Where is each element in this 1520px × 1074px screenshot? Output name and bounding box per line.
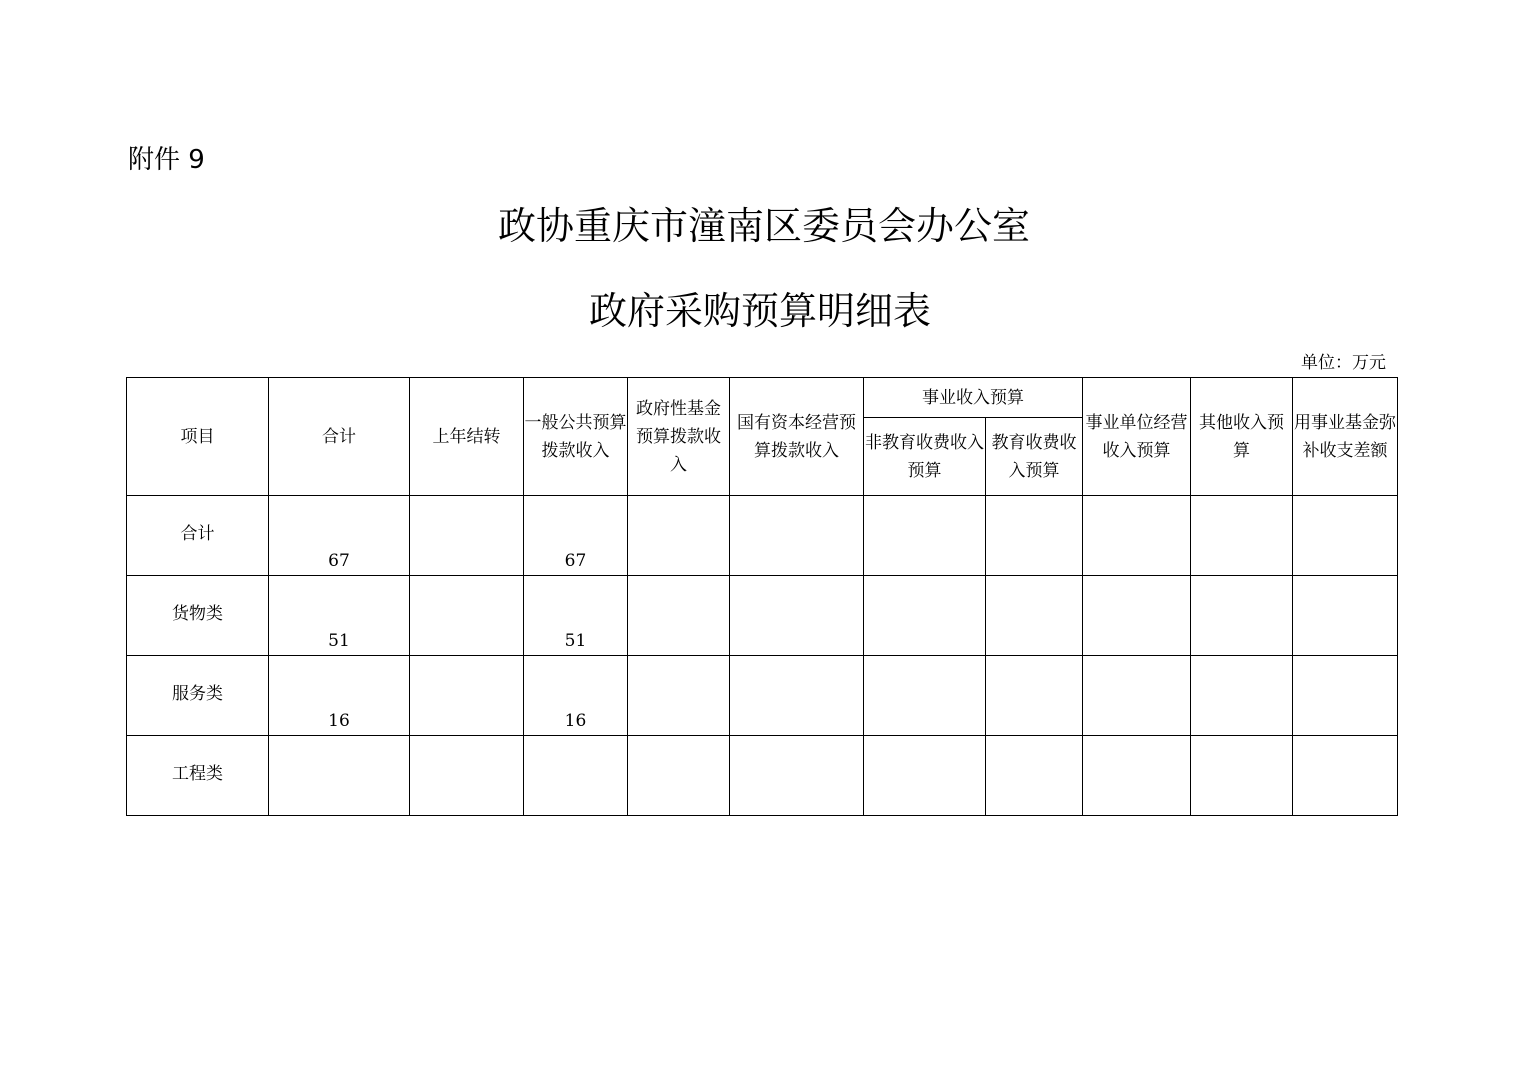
empty-cell bbox=[1083, 496, 1191, 576]
row-label-cell bbox=[127, 656, 269, 736]
empty-cell bbox=[986, 736, 1083, 816]
header-general-public: 一般公共预算拨款收入 bbox=[524, 378, 628, 496]
general-public-cell bbox=[524, 656, 628, 736]
empty-cell bbox=[1293, 656, 1398, 736]
row-label: 货物类 bbox=[172, 604, 223, 624]
header-operating-income: 事业单位经营收入预算 bbox=[1083, 378, 1191, 496]
carryover-value bbox=[410, 736, 523, 787]
empty-cell bbox=[1293, 736, 1398, 816]
total-cell bbox=[269, 656, 410, 736]
budget-table bbox=[126, 377, 1398, 816]
empty-cell bbox=[986, 496, 1083, 576]
header-gov-fund: 政府性基金预算拨款收入 bbox=[628, 378, 730, 496]
total-cell bbox=[269, 736, 410, 816]
header-fund-gap: 用事业基金弥补收支差额 bbox=[1293, 378, 1398, 496]
table-row bbox=[127, 576, 1398, 656]
general-public-value: 16 bbox=[564, 711, 587, 731]
empty-cell bbox=[1191, 576, 1293, 656]
table-row bbox=[127, 496, 1398, 576]
general-public-value: 67 bbox=[564, 551, 587, 571]
header-item: 项目 bbox=[127, 378, 269, 496]
total-cell bbox=[269, 576, 410, 656]
empty-cell bbox=[628, 496, 730, 576]
empty-cell bbox=[730, 576, 864, 656]
carryover-cell bbox=[410, 496, 524, 576]
header-total: 合计 bbox=[269, 378, 410, 496]
header-carryover: 上年结转 bbox=[410, 378, 524, 496]
header-state-capital: 国有资本经营预算拨款收入 bbox=[730, 378, 864, 496]
empty-cell bbox=[628, 736, 730, 816]
empty-cell bbox=[986, 656, 1083, 736]
row-label-cell bbox=[127, 736, 269, 816]
attachment-label: 附件 9 bbox=[128, 145, 205, 175]
header-business-income: 事业收入预算 bbox=[864, 378, 1083, 418]
carryover-cell bbox=[410, 656, 524, 736]
carryover-value bbox=[410, 496, 523, 547]
empty-cell bbox=[730, 656, 864, 736]
empty-cell bbox=[1083, 736, 1191, 816]
total-value: 16 bbox=[328, 711, 350, 731]
row-label: 工程类 bbox=[172, 764, 223, 784]
empty-cell bbox=[1293, 576, 1398, 656]
header-other-income: 其他收入预算 bbox=[1191, 378, 1293, 496]
total-value bbox=[269, 736, 409, 787]
empty-cell bbox=[864, 576, 986, 656]
empty-cell bbox=[1191, 656, 1293, 736]
header-edu-fee: 教育收费收入预算 bbox=[986, 418, 1083, 496]
empty-cell bbox=[730, 736, 864, 816]
empty-cell bbox=[628, 656, 730, 736]
document-subtitle: 政府采购预算明细表 bbox=[588, 289, 931, 333]
empty-cell bbox=[1191, 496, 1293, 576]
row-label-cell bbox=[127, 496, 269, 576]
table-row bbox=[127, 736, 1398, 816]
empty-cell bbox=[1083, 576, 1191, 656]
empty-cell bbox=[1191, 736, 1293, 816]
general-public-value bbox=[524, 736, 627, 787]
general-public-cell bbox=[524, 576, 628, 656]
empty-cell bbox=[1083, 656, 1191, 736]
empty-cell bbox=[730, 496, 864, 576]
general-public-cell bbox=[524, 736, 628, 816]
total-cell bbox=[269, 496, 410, 576]
unit-label: 单位：万元 bbox=[1301, 353, 1386, 373]
empty-cell bbox=[1293, 496, 1398, 576]
general-public-value: 51 bbox=[564, 631, 587, 651]
empty-cell bbox=[864, 496, 986, 576]
total-value: 67 bbox=[328, 551, 350, 571]
empty-cell bbox=[864, 736, 986, 816]
empty-cell bbox=[986, 576, 1083, 656]
table-row bbox=[127, 656, 1398, 736]
carryover-value bbox=[410, 656, 523, 707]
row-label: 合计 bbox=[180, 524, 215, 544]
row-label-cell bbox=[127, 576, 269, 656]
row-label: 服务类 bbox=[172, 684, 223, 704]
document-title: 政协重庆市潼南区委员会办公室 bbox=[497, 204, 1030, 248]
carryover-value bbox=[410, 576, 523, 627]
carryover-cell bbox=[410, 576, 524, 656]
empty-cell bbox=[628, 576, 730, 656]
carryover-cell bbox=[410, 736, 524, 816]
total-value: 51 bbox=[328, 631, 350, 651]
empty-cell bbox=[864, 656, 986, 736]
header-non-edu-fee: 非教育收费收入预算 bbox=[864, 418, 986, 496]
general-public-cell bbox=[524, 496, 628, 576]
